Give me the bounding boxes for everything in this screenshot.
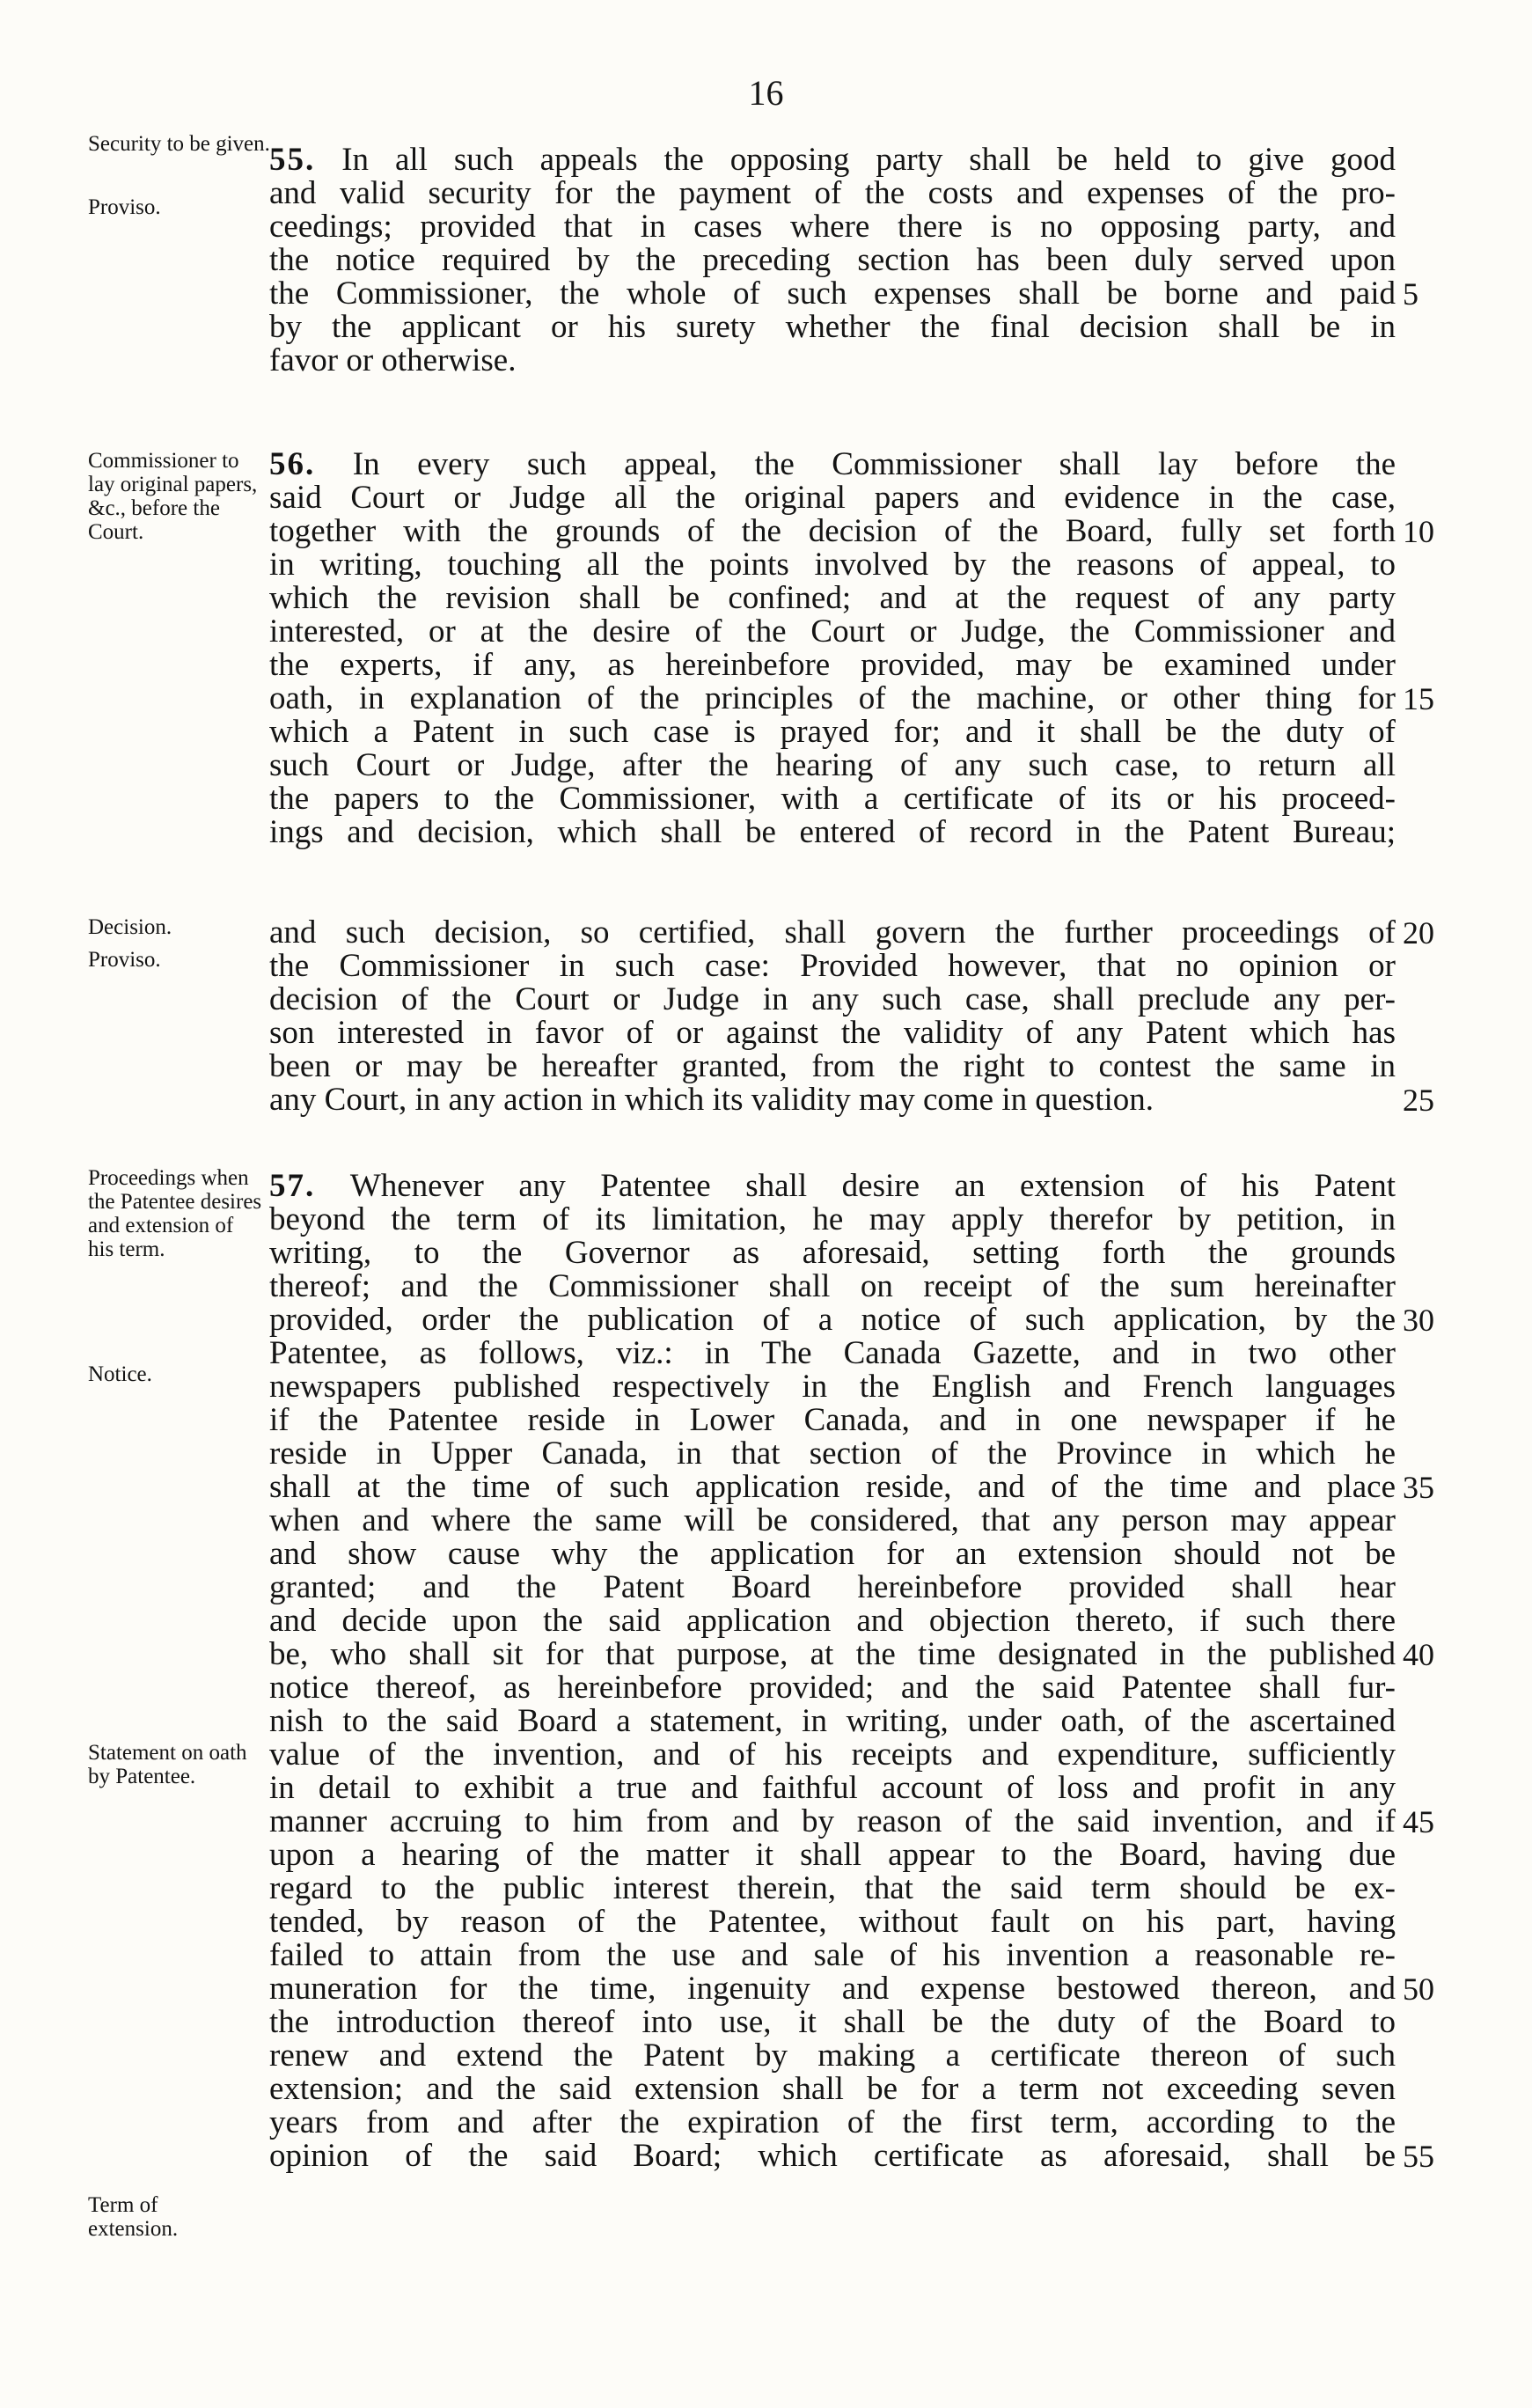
text-line: upon a hearing of the matter it shall appear to the Board, having due (269, 1837, 1396, 1873)
margin-note-statement: Statement on oath by Patentee. (88, 1741, 247, 1788)
text-line: the Commissioner, the whole of such expenses shall be borne and paid (269, 275, 1396, 312)
line-number: 40 (1403, 1637, 1434, 1672)
text-line: together with the grounds of the decision of the Board, fully set forth (269, 513, 1396, 549)
text-line: beyond the term of its limitation, he may apply therefor by petition, in (269, 1201, 1396, 1237)
margin-note-proviso: Proviso. (88, 195, 161, 219)
text-line: and decide upon the said application and objection thereto, if such there (269, 1603, 1396, 1639)
line-number: 25 (1403, 1083, 1434, 1118)
text-line: provided, order the publication of a notice of such application, by the (269, 1302, 1396, 1338)
text-line: favor or otherwise. (269, 342, 517, 378)
line-number: 50 (1403, 1971, 1434, 2007)
text-line: value of the invention, and of his receipts and expenditure, sufficiently (269, 1736, 1396, 1773)
text-line: oath, in explanation of the principles of the machine, or other thing for (269, 680, 1396, 716)
text-line: extension; and the said extension shall be for a term not exceeding seven (269, 2071, 1396, 2107)
line-number: 55 (1403, 2139, 1434, 2174)
text-line: be, who shall sit for that purpose, at the time designated in the published (269, 1636, 1396, 1672)
text-line: notice thereof, as hereinbefore provided; and the said Patentee shall fur- (269, 1670, 1396, 1706)
margin-note-term: Term of extension. (88, 2193, 179, 2241)
margin-note-security: Security to be given. (88, 132, 270, 156)
line-number: 20 (1403, 915, 1434, 951)
text-line: thereof; and the Commissioner shall on receipt of the sum hereinafter (269, 1268, 1396, 1304)
section-number: 57. (269, 1168, 316, 1204)
line-number: 35 (1403, 1470, 1434, 1505)
text-line: if the Patentee reside in Lower Canada, and in one newspaper if he (269, 1402, 1396, 1438)
text-line: any Court, in any action in which its validity may come in question. (269, 1082, 1154, 1118)
text-line: which a Patent in such case is prayed for; and it shall be the duty of (269, 714, 1396, 750)
line-number: 5 (1403, 276, 1418, 312)
text-line: renew and extend the Patent by making a certificate thereon of such (269, 2037, 1396, 2074)
margin-note-proviso: Proviso. (88, 948, 161, 972)
text-line: writing, to the Governor as aforesaid, setting forth the grounds (269, 1235, 1396, 1271)
text-line: the Commissioner in such case: Provided however, that no opinion or (269, 948, 1396, 984)
text-line: manner accruing to him from and by reason of the said invention, and if (269, 1803, 1396, 1839)
text-line: the papers to the Commissioner, with a certificate of its or his proceed- (269, 781, 1396, 817)
page-number: 16 (748, 73, 784, 113)
text-line: interested, or at the desire of the Court or Judge, the Commissioner and (269, 613, 1396, 650)
line-number: 45 (1403, 1804, 1434, 1839)
text-line: and such decision, so certified, shall govern the further proceedings of (269, 914, 1396, 951)
margin-note-decision: Decision. (88, 915, 172, 939)
text-line: and show cause why the application for an extension should not be (269, 1536, 1396, 1572)
text-line: years from and after the expiration of the first term, according to the (269, 2104, 1396, 2140)
text-line: the experts, if any, as hereinbefore provided, may be examined under (269, 647, 1396, 683)
text-line: shall at the time of such application reside, and of the time and place (269, 1469, 1396, 1505)
text-line: son interested in favor of or against the validity of any Patent which has (269, 1015, 1396, 1051)
text-line: such Court or Judge, after the hearing of any such case, to return all (269, 747, 1396, 783)
text-line: and valid security for the payment of the costs and expenses of the pro- (269, 175, 1396, 211)
margin-note-commissioner: Commissioner to lay original papers, &c., before the Court. (88, 449, 258, 544)
text-line: opinion of the said Board; which certificate as aforesaid, shall be (269, 2138, 1396, 2174)
text-line: granted; and the Patent Board hereinbefore provided shall hear (269, 1569, 1396, 1605)
text-line: failed to attain from the use and sale of his invention a reasonable re- (269, 1937, 1396, 1973)
text-line: in detail to exhibit a true and faithful account of loss and profit in any (269, 1770, 1396, 1806)
text-line: 57. Whenever any Patentee shall desire an extension of his Patent (269, 1168, 1396, 1204)
line-number: 30 (1403, 1303, 1434, 1338)
text-line: decision of the Court or Judge in any such case, shall preclude any per- (269, 981, 1396, 1017)
text-line: by the applicant or his surety whether the final decision shall be in (269, 309, 1396, 345)
section-number: 56. (269, 446, 316, 482)
text-line: Patentee, as follows, viz.: in The Canada Gazette, and in two other (269, 1335, 1396, 1371)
text-line: which the revision shall be confined; and at the request of any party (269, 580, 1396, 616)
text-line: ings and decision, which shall be entered of record in the Patent Bureau; (269, 814, 1396, 850)
text-line: been or may be hereafter granted, from the right to contest the same in (269, 1048, 1396, 1084)
line-number: 10 (1403, 514, 1434, 549)
text-line: reside in Upper Canada, in that section of the Province in which he (269, 1435, 1396, 1472)
text-line: in writing, touching all the points involved by the reasons of appeal, to (269, 547, 1396, 583)
section-number: 55. (269, 142, 316, 178)
text-line: 56. In every such appeal, the Commissioner shall lay before the (269, 446, 1396, 482)
text-line: said Court or Judge all the original papers and evidence in the case, (269, 480, 1396, 516)
text-line: regard to the public interest therein, that the said term should be ex- (269, 1870, 1396, 1906)
text-line: muneration for the time, ingenuity and expense bestowed thereon, and (269, 1971, 1396, 2007)
line-number: 15 (1403, 681, 1434, 716)
text-line: 55. In all such appeals the opposing party shall be held to give good (269, 142, 1396, 178)
text-line: nish to the said Board a statement, in writing, under oath, of the ascertained (269, 1703, 1396, 1739)
margin-note-notice: Notice. (88, 1362, 152, 1386)
margin-note-proceedings: Proceedings when the Patentee desires and extension of his term. (88, 1166, 262, 1261)
text-line: newspapers published respectively in the English and French languages (269, 1369, 1396, 1405)
text-line: ceedings; provided that in cases where there is no opposing party, and (269, 209, 1396, 245)
text-line: when and where the same will be considered, that any person may appear (269, 1502, 1396, 1538)
text-line: the notice required by the preceding section has been duly served upon (269, 242, 1396, 278)
text-line: tended, by reason of the Patentee, without fault on his part, having (269, 1904, 1396, 1940)
text-line: the introduction thereof into use, it shall be the duty of the Board to (269, 2004, 1396, 2040)
